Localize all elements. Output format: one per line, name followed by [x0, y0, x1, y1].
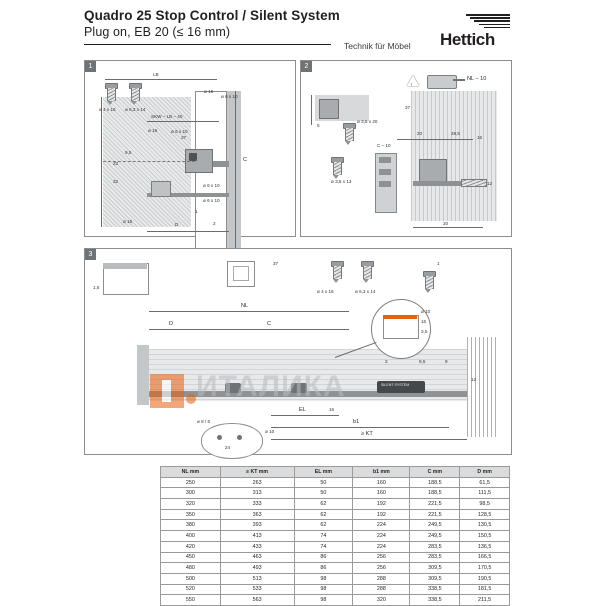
table-cell: 111,5	[460, 488, 510, 499]
table-cell: 136,5	[460, 541, 510, 552]
table-cell: 74	[294, 531, 353, 542]
table-row	[161, 541, 510, 552]
p3-label-d8-6: ø 8 / 6	[197, 419, 211, 424]
p1-label-lb: LB	[153, 72, 159, 77]
title-line-2: Plug on, EB 20 (≤ 16 mm)	[84, 25, 231, 39]
p3-dim-b1	[271, 427, 449, 428]
table-cell: 86	[294, 563, 353, 574]
p2-screw-3-horizontal	[461, 179, 487, 187]
table-row	[161, 563, 510, 574]
table-cell: 333	[220, 499, 294, 510]
p1-vert-ref-right	[235, 91, 236, 251]
table-cell: 98,5	[460, 499, 510, 510]
panel-2-badge: 2	[301, 61, 312, 72]
table-row	[161, 520, 510, 531]
table-cell: 288	[353, 573, 410, 584]
p1-label-d6x10-d: ø 6 x 10	[203, 198, 220, 203]
table-cell: 221,5	[410, 509, 460, 520]
p1-dim-bottom	[147, 231, 229, 232]
p2-tool-body	[427, 75, 457, 89]
p3-dim-d	[149, 329, 195, 330]
p3-hole-1	[217, 435, 222, 440]
page-title	[84, 8, 384, 40]
p2-label-12: 12	[487, 181, 493, 186]
p2-plate-slot-3	[379, 181, 391, 187]
table-cell: 493	[220, 563, 294, 574]
figure-panel-1	[84, 60, 296, 237]
p3-label-4x16: ø 4 x 16	[317, 289, 334, 294]
table-cell: 420	[161, 541, 221, 552]
p3-thumbnail-top	[103, 263, 147, 269]
table-cell: 86	[294, 552, 353, 563]
table-cell: 130,5	[460, 520, 510, 531]
p2-label-c10: C – 10	[377, 143, 391, 148]
table-cell: 309,5	[410, 563, 460, 574]
table-cell: 50	[294, 488, 353, 499]
table-cell: 249,5	[410, 531, 460, 542]
table-cell: 320	[161, 499, 221, 510]
p3-dim-kt	[271, 439, 467, 440]
table-cell: 350	[161, 509, 221, 520]
table-cell: 550	[161, 595, 221, 606]
table-cell: 170,5	[460, 563, 510, 574]
table-cell: 192	[353, 499, 410, 510]
table-cell: 188,5	[410, 477, 460, 488]
p1-label-95: 9,5	[125, 150, 132, 155]
table-cell: 50	[294, 477, 353, 488]
p1-label-skw: SKW – LB – 40	[151, 114, 183, 119]
p3-hole-2	[237, 435, 242, 440]
table-cell: 400	[161, 531, 221, 542]
table-cell: 380	[161, 520, 221, 531]
p3-front-bracket	[137, 345, 149, 405]
p3-detail-highlight	[383, 315, 417, 319]
p1-label-1: 1	[195, 209, 198, 214]
figure-panel-3	[84, 248, 512, 455]
p1-label-d16b: ø 16	[148, 128, 158, 133]
p1-dim-skw	[147, 121, 219, 122]
logo-stripes-icon	[466, 14, 510, 30]
table-cell: 224	[353, 531, 410, 542]
p3-label-95: 9,5	[419, 359, 426, 364]
table-row	[161, 573, 510, 584]
table-cell: 309,5	[410, 573, 460, 584]
p1-label-2: 2	[213, 221, 216, 226]
p3-label-63x14: ø 6,3 x 14	[355, 289, 376, 294]
table-row	[161, 595, 510, 606]
p2-note-nl10: NL – 10	[467, 76, 487, 82]
p3-label-37: 37	[273, 261, 279, 266]
p2-plate-slot-1	[379, 157, 391, 163]
p3-cube-inner	[233, 266, 249, 281]
p3-label-9: 9	[445, 359, 448, 364]
p1-dim-lb	[105, 79, 217, 80]
p2-tool-bit	[453, 79, 465, 81]
p3-label-24: 24	[225, 445, 231, 450]
p2-label-285: 28,5	[451, 131, 460, 136]
table-cell: 98	[294, 573, 353, 584]
dimensions-table	[160, 466, 510, 606]
p1-label-d6x10-a: ø 6 x 10	[221, 94, 238, 99]
header-divider	[84, 44, 331, 45]
table-cell: 224	[353, 520, 410, 531]
table-row	[161, 531, 510, 542]
p2-label-35x20: ø 3,5 x 20	[357, 119, 378, 124]
p2-label-16: 16	[477, 135, 483, 140]
p1-front-panel	[225, 91, 241, 251]
table-cell: 256	[353, 552, 410, 563]
header-tagline: Technik für Möbel	[344, 41, 411, 51]
table-cell: 221,5	[410, 499, 460, 510]
table-cell: 98	[294, 595, 353, 606]
table-cell: 160	[353, 477, 410, 488]
panel-3-badge: 3	[85, 249, 96, 260]
table-cell: 188,5	[410, 488, 460, 499]
table-col-d: D mm	[460, 467, 510, 478]
table-body	[161, 477, 510, 605]
document-header	[0, 0, 600, 58]
table-cell: 128,5	[460, 509, 510, 520]
p2-label-35x13: ø 3,5 x 13	[331, 179, 352, 184]
p1-label-d16c: ø 16	[123, 219, 133, 224]
table-col-kt: ≥ KT mm	[220, 467, 294, 478]
table-cell: 224	[353, 541, 410, 552]
table-cell: 450	[161, 552, 221, 563]
p2-plate-slot-2	[379, 169, 391, 175]
table-cell: 150,5	[460, 531, 510, 542]
p1-label-c: C	[243, 157, 248, 163]
p2-label-20b: 20	[443, 221, 449, 226]
watermark	[150, 368, 440, 416]
table-cell: 62	[294, 520, 353, 531]
p1-label-37: 37	[181, 135, 187, 140]
table-cell: 288	[353, 584, 410, 595]
table-col-el: EL mm	[294, 467, 353, 478]
p2-mechanism-block	[419, 159, 447, 183]
table-cell: 263	[220, 477, 294, 488]
table-row	[161, 499, 510, 510]
p3-dim-c	[195, 329, 349, 330]
warning-triangle-icon	[407, 75, 419, 86]
p3-hole-pattern-detail	[201, 423, 263, 459]
table-col-nl: NL mm	[161, 467, 221, 478]
p2-label-5: 5	[317, 123, 320, 128]
p1-label-d16: ø 16	[204, 89, 214, 94]
p2-left-ref	[311, 95, 312, 125]
p3-label-nl: NL	[241, 303, 249, 309]
table-cell: 98	[294, 584, 353, 595]
table-cell: 338,5	[410, 595, 460, 606]
table-cell: 500	[161, 573, 221, 584]
table-cell: 62	[294, 509, 353, 520]
table-cell: 283,5	[410, 552, 460, 563]
table-cell: 338,5	[410, 584, 460, 595]
table-cell: 313	[220, 488, 294, 499]
p3-label-d: D	[169, 321, 174, 327]
table-cell: 192	[353, 509, 410, 520]
watermark-dot-icon	[186, 394, 196, 404]
table-cell: 300	[161, 488, 221, 499]
p1-label-d6x10-c: ø 6 x 10	[203, 183, 220, 188]
table-cell: 393	[220, 520, 294, 531]
table-cell: 249,5	[410, 520, 460, 531]
p3-label-2: 2	[385, 359, 388, 364]
watermark-text: ИТАЛИКА	[196, 370, 346, 403]
warning-exclamation: !	[411, 82, 413, 87]
table-cell: 533	[220, 584, 294, 595]
watermark-logo-icon	[150, 374, 184, 408]
p3-dim-nl	[149, 311, 349, 312]
p1-label-23: 23	[113, 161, 119, 166]
p3-label-16: 1,6	[93, 285, 100, 290]
table-cell: 74	[294, 541, 353, 552]
p1-label-d: D	[175, 222, 179, 227]
table-cell: 480	[161, 563, 221, 574]
p1-mechanism-detail	[189, 153, 197, 161]
p3-label-12: 12	[471, 377, 477, 382]
table-col-b1: b1 mm	[353, 467, 410, 478]
table-cell: 62	[294, 499, 353, 510]
p1-label-63x14: ø 6,3 x 14	[125, 107, 146, 112]
p1-label-4x16: ø 4 x 16	[99, 107, 116, 112]
table-cell: 463	[220, 552, 294, 563]
table-cell: 250	[161, 477, 221, 488]
p3-label-b1: b1	[353, 419, 360, 425]
table-col-c: C mm	[410, 467, 460, 478]
table-cell: 283,5	[410, 541, 460, 552]
figure-panel-2	[300, 60, 512, 237]
p1-vert-ref	[101, 97, 102, 227]
table-row	[161, 488, 510, 499]
p2-cabinet-hatch	[411, 91, 497, 221]
logo-wordmark: Hettich	[440, 30, 495, 49]
p1-label-32: 32	[113, 179, 119, 184]
hettich-logo	[430, 12, 526, 49]
p3-back-panel	[467, 337, 497, 437]
p3-label-35: 3,5	[421, 329, 428, 334]
table-cell: 413	[220, 531, 294, 542]
table-cell: 320	[353, 595, 410, 606]
table-row	[161, 552, 510, 563]
table-cell: 256	[353, 563, 410, 574]
table-cell: 520	[161, 584, 221, 595]
p3-label-c: C	[267, 321, 272, 327]
table-header-row	[161, 467, 510, 478]
p1-label-d6x10-b: ø 6 x 10	[171, 129, 188, 134]
table-cell: 160	[353, 488, 410, 499]
p3-label-16b: 16	[421, 319, 427, 324]
table-cell: 181,5	[460, 584, 510, 595]
table-row	[161, 584, 510, 595]
p2-dim-bottom	[413, 227, 483, 228]
table-cell: 211,5	[460, 595, 510, 606]
p3-label-1: 1	[437, 261, 440, 266]
p3-label-16c: 16	[329, 407, 335, 412]
table-row	[161, 509, 510, 520]
p3-silent-system-label: SILENT SYSTEM	[381, 383, 410, 387]
panel-1-badge: 1	[85, 61, 96, 72]
title-line-1: Quadro 25 Stop Control / Silent System	[84, 8, 340, 23]
table-cell: 363	[220, 509, 294, 520]
table-row	[161, 477, 510, 488]
table-cell: 513	[220, 573, 294, 584]
p2-label-20a: 20	[417, 131, 423, 136]
table-cell: 166,5	[460, 552, 510, 563]
p3-label-kt: ≥ KT	[361, 431, 373, 437]
p2-label-37: 37	[405, 105, 411, 110]
p1-bracket	[151, 181, 171, 197]
p2-left-fitting	[319, 99, 339, 119]
table-cell: 563	[220, 595, 294, 606]
p2-dim-top	[397, 139, 473, 140]
table-cell: 433	[220, 541, 294, 552]
table-cell: 190,5	[460, 573, 510, 584]
p3-label-10: ø 10	[421, 309, 431, 314]
p3-label-10b: ø 10	[265, 429, 275, 434]
p3-label-el: EL	[299, 407, 306, 413]
table-cell: 61,5	[460, 477, 510, 488]
